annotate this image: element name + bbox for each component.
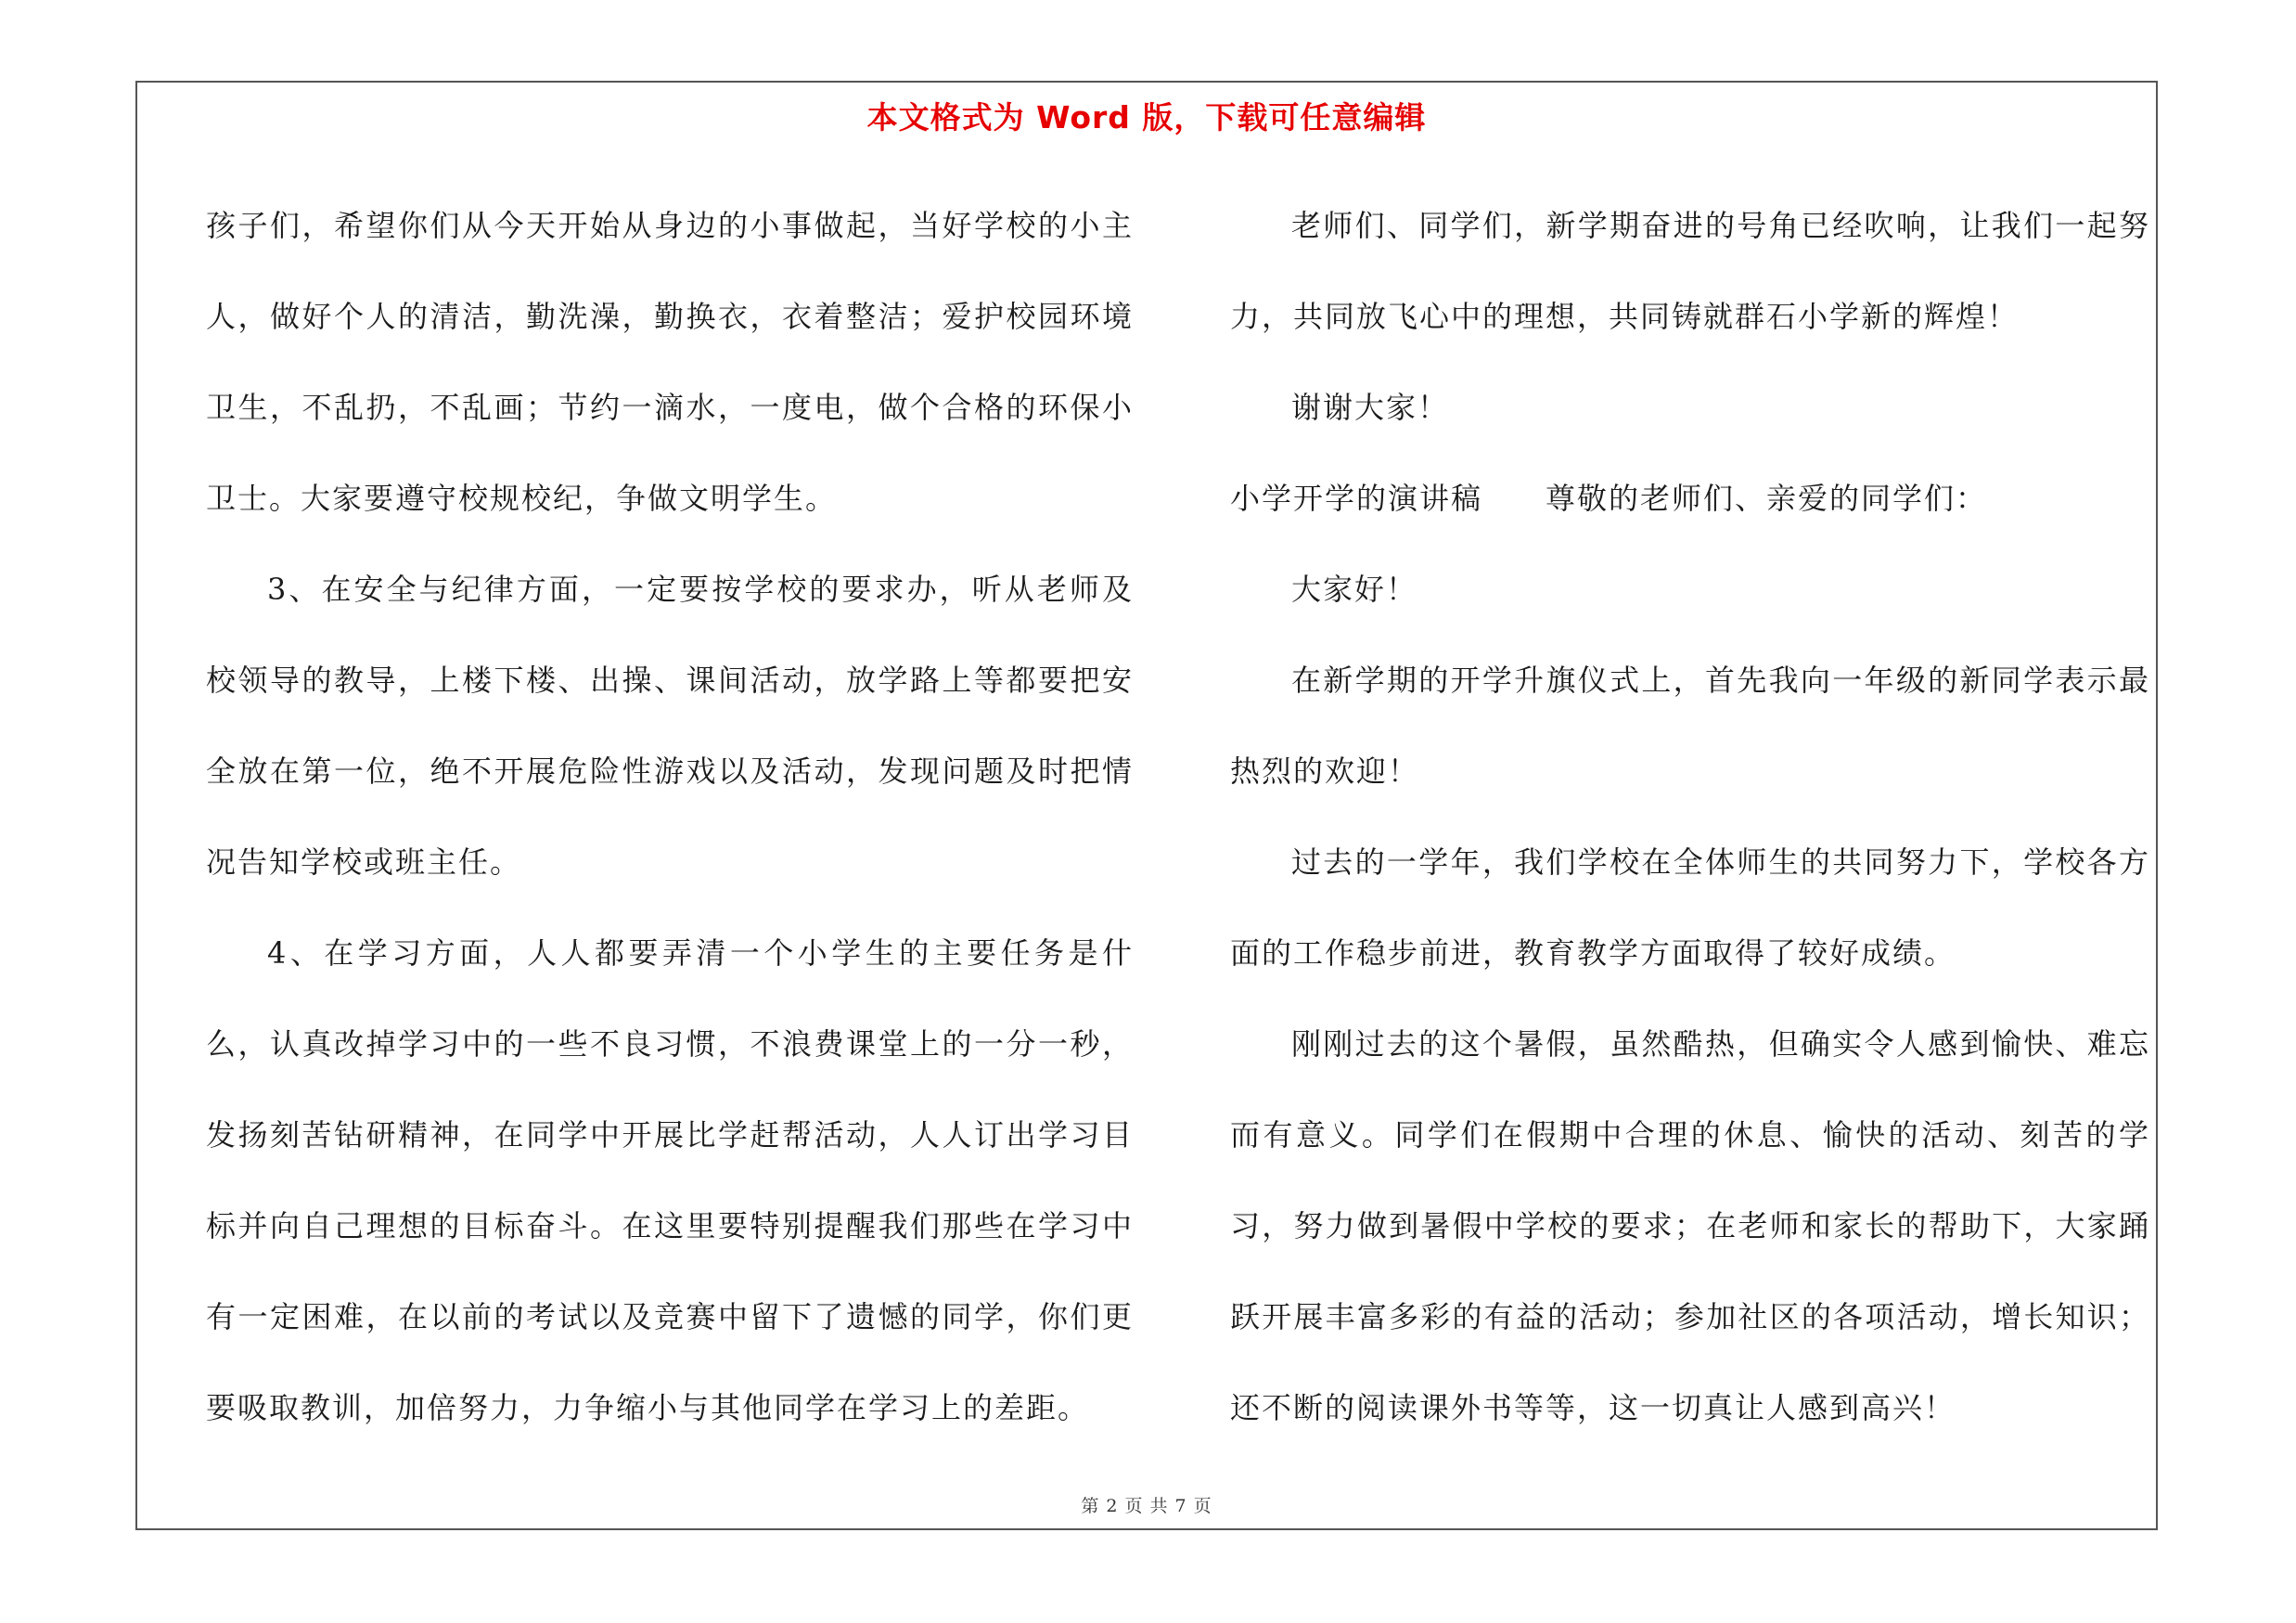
page-number-footer: 第 2 页 共 7 页 xyxy=(1081,1496,1212,1516)
paragraph-safety: 3、在安全与纪律方面，一定要按学校的要求办，听从老师及校领导的教导，上楼下楼、出操、课间活动，放学路上等都要把安全放在第一位，绝不开展危险性游戏以及活动，发现问题及时把情况告知学校或班主任。 xyxy=(206,572,1134,880)
paragraph-summer: 刚刚过去的这个暑假，虽然酷热，但确实令人感到愉快、难忘而有意义。同学们在假期中合理的休息、愉快的活动、刻苦的学习，努力做到暑假中学校的要求；在老师和家长的帮助下，大家踊跃开展丰富多彩的有益的活动；参加社区的各项活动，增长知识；还不断的阅读课外书等等，这一切真让人感到高兴！ xyxy=(1230,1026,2150,1425)
document-page xyxy=(135,81,2158,1530)
paragraph-hygiene: 孩子们，希望你们从今天开始从身边的小事做起，当好学校的小主人，做好个人的清洁，勤洗澡，勤换衣，衣着整洁；爱护校园环境卫生，不乱扔，不乱画；节约一滴水，一度电，做个合格的环保小卫士。大家要遵守校规校纪，争做文明学生。 xyxy=(206,208,1134,516)
paragraph-greeting: 大家好！ xyxy=(1291,572,1418,607)
right-column xyxy=(1230,180,2150,1453)
paragraph-welcome: 在新学期的开学升旗仪式上，首先我向一年级的新同学表示最热烈的欢迎！ xyxy=(1230,663,2150,789)
speech-title-line: 小学开学的演讲稿 尊敬的老师们、亲爱的同学们： xyxy=(1230,481,1988,516)
paragraph-thanks: 谢谢大家！ xyxy=(1291,390,1450,425)
left-column xyxy=(206,180,1134,1453)
word-format-banner: 本文格式为 Word 版，下载可任意编辑 xyxy=(866,99,1427,135)
paragraph-closing: 老师们、同学们，新学期奋进的号角已经吹响，让我们一起努力，共同放飞心中的理想，共同铸就群石小学新的辉煌！ xyxy=(1230,208,2150,334)
paragraph-last-year: 过去的一学年，我们学校在全体师生的共同努力下，学校各方面的工作稳步前进，教育教学方面取得了较好成绩。 xyxy=(1230,844,2150,971)
paragraph-study: 4、在学习方面，人人都要弄清一个小学生的主要任务是什么，认真改掉学习中的一些不良习惯，不浪费课堂上的一分一秒，发扬刻苦钻研精神，在同学中开展比学赶帮活动，人人订出学习目标并向自己理想的目标奋斗。在这里要特别提醒我们那些在学习中有一定困难，在以前的考试以及竞赛中留下了遗憾的同学，你们更要吸取教训，加倍努力，力争缩小与其他同学在学习上的差距。 xyxy=(206,935,1134,1425)
